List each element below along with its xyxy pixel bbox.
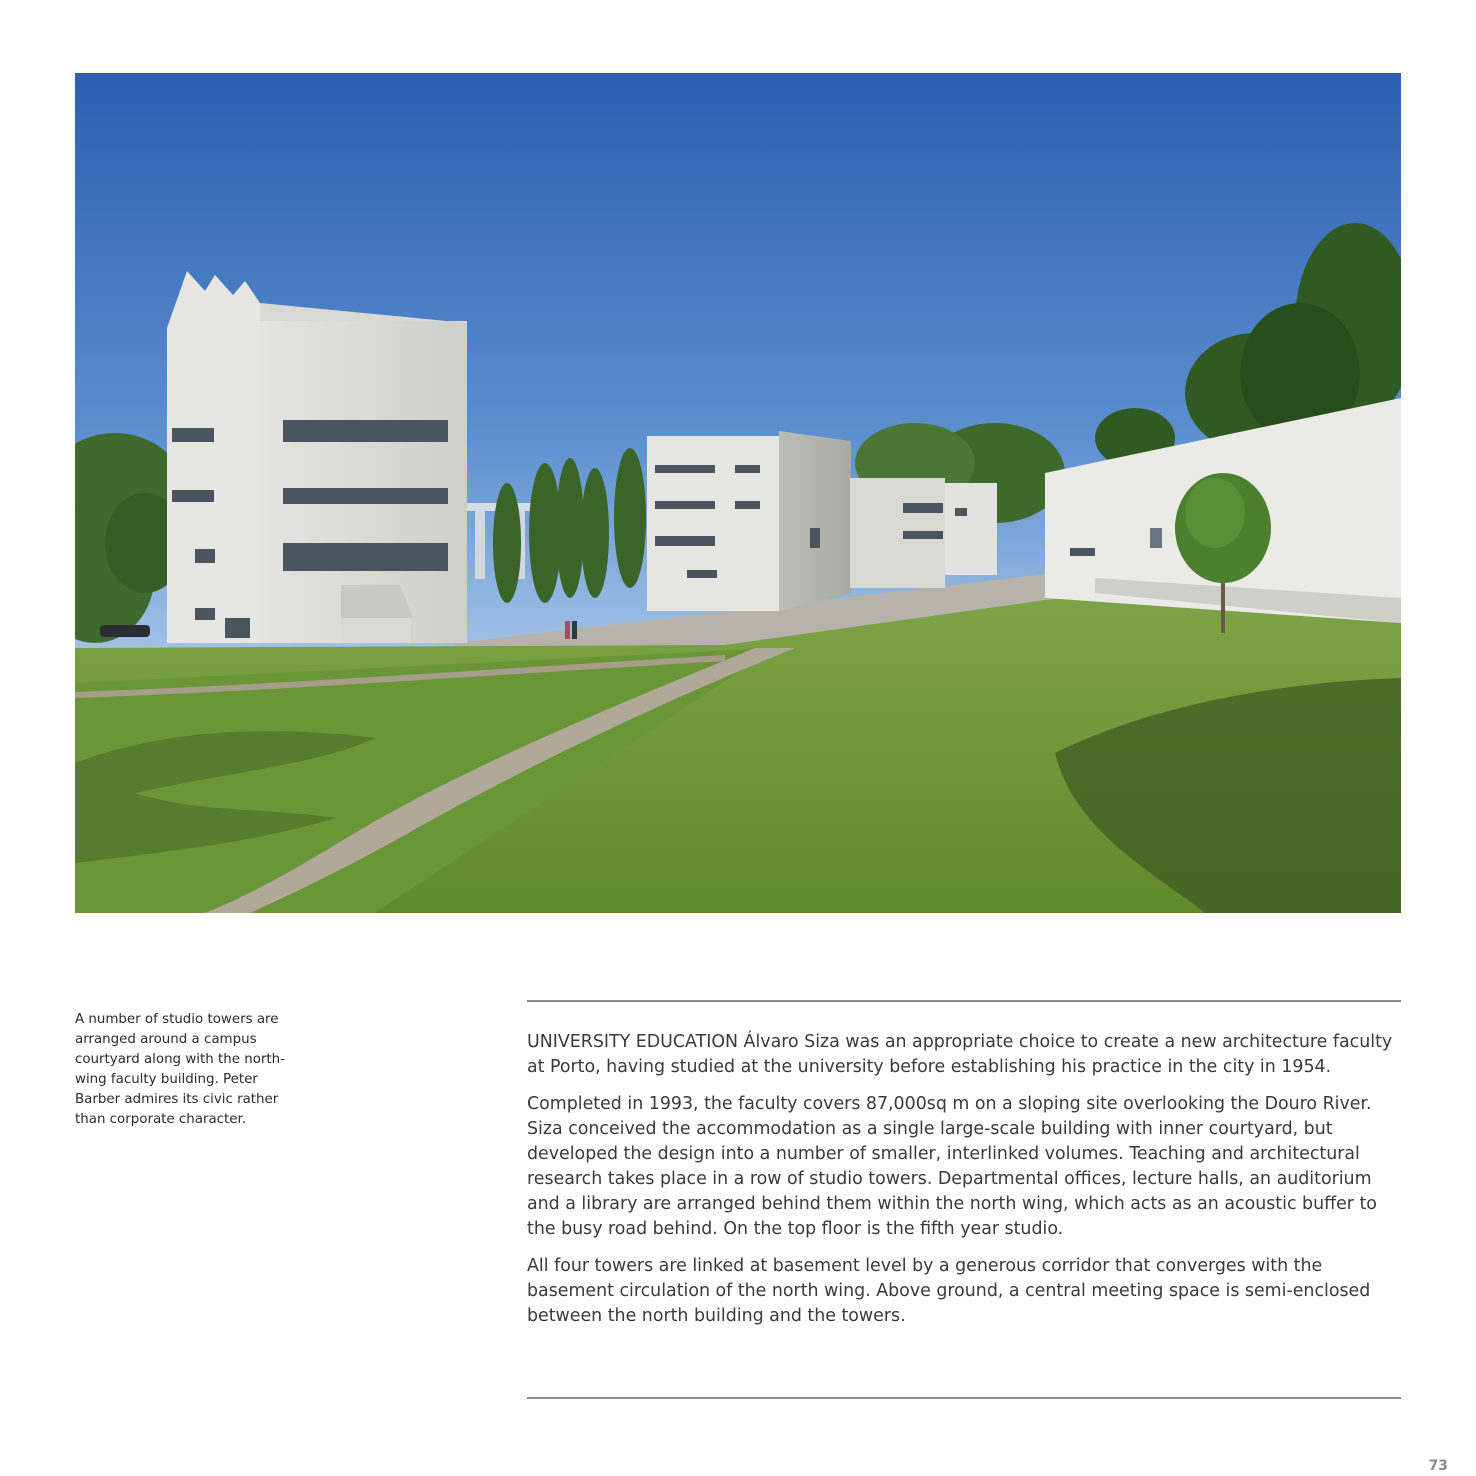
paragraph-3: All four towers are linked at basement level by a generous corridor that converges with the basement circulation of the north wing. Above ground, a central meeting space is semi-enclosed between the north building and the towers. xyxy=(527,1256,1371,1326)
parked-car xyxy=(100,625,150,637)
small-towers xyxy=(850,478,997,588)
paragraph-1 xyxy=(527,1030,1401,1080)
photo-caption: A number of studio towers are arranged around a campus courtyard along with the north-wing faculty building. Peter Barber admires its civic rather than corporate character. xyxy=(75,1012,285,1127)
tall-tower xyxy=(167,271,467,643)
article-body xyxy=(527,1030,1401,1341)
middle-tower xyxy=(647,431,851,611)
people xyxy=(565,621,570,639)
paragraph-1-text: Álvaro Siza was an appropriate choice to create a new architecture faculty at Porto, having studied at the university before establishing his practice in the city in 1954. xyxy=(527,1032,1393,1077)
page-number: 73 xyxy=(1428,1458,1448,1474)
paragraph-2: Completed in 1993, the faculty covers 87,000sq m on a sloping site overlooking the Douro River. Siza conceived the accommodation as a single large-scale building with inner courtyard, but developed the design into a number of smaller, interlinked volumes. Teaching and architectural research takes place in a row of studio towers. Departmental offices, lecture halls, an auditorium and a library are arranged behind them within the north wing, which acts as an acoustic buffer to the busy road behind. On the top floor is the fifth year studio. xyxy=(527,1094,1377,1239)
campus-photo xyxy=(75,73,1401,913)
top-rule xyxy=(527,1000,1401,1002)
bottom-rule xyxy=(527,1397,1401,1399)
section-heading: UNIVERSITY EDUCATION xyxy=(527,1032,739,1052)
